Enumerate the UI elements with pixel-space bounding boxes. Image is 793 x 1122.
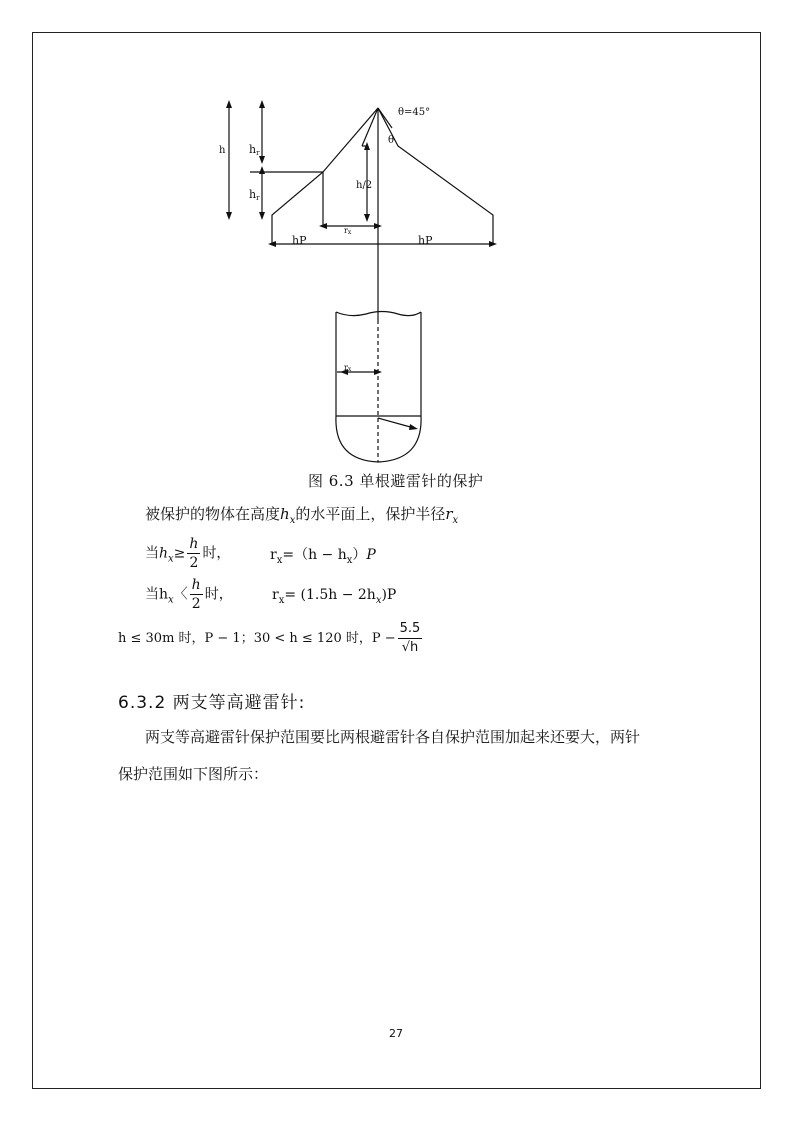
angle-label: θ=45° xyxy=(398,107,431,118)
half-h-label: h/2 xyxy=(356,180,373,191)
section-heading: 6.3.2 两支等高避雷针: xyxy=(118,693,306,713)
hr-upper-label: hr xyxy=(249,143,260,157)
page-number: 27 xyxy=(389,1027,403,1040)
protection-outline-left xyxy=(272,108,378,244)
hp-left-label: hP xyxy=(292,234,307,247)
rx-lower-label: rx xyxy=(344,363,352,373)
protection-outline-right xyxy=(378,108,493,244)
section-body-line-2: 保护范围如下图所示： xyxy=(118,765,269,783)
condition-case-1: 当$h_x\ge$ $\frac{h}{2}$ 时， xyxy=(145,536,231,571)
theta-label: θ xyxy=(388,135,395,146)
single-lightning-rod-diagram xyxy=(0,0,793,470)
figure-caption: 图 6.3 单根避雷针的保护 xyxy=(308,472,484,490)
section-body-line-1: 两支等高避雷针保护范围要比两根避雷针各自保护范围加起来还要大，两针 xyxy=(145,728,641,746)
intro-line: 被保护的物体在高度$h_x$的水平面上，保护半径$r_x$ xyxy=(145,505,459,526)
condition-case-2: 当$h_x$〈 $\frac{h}{2}$ 时， xyxy=(145,577,233,612)
h-label: h xyxy=(219,145,226,156)
p-coefficient-rule: h ≤ 30m 时，P − 1；30 < h ≤ 120 时，P − $\frac{5.5}{√h}$ xyxy=(118,621,421,655)
formula-case-2: $r_x= (1.5h - 2h_x)P$ xyxy=(272,587,397,606)
hr-lower-label: hr xyxy=(249,188,260,202)
hp-right-label: hP xyxy=(418,234,433,247)
rx-label: rx xyxy=(344,226,352,236)
formula-case-1: $r_x=(h - h_x)P$ xyxy=(270,547,376,566)
